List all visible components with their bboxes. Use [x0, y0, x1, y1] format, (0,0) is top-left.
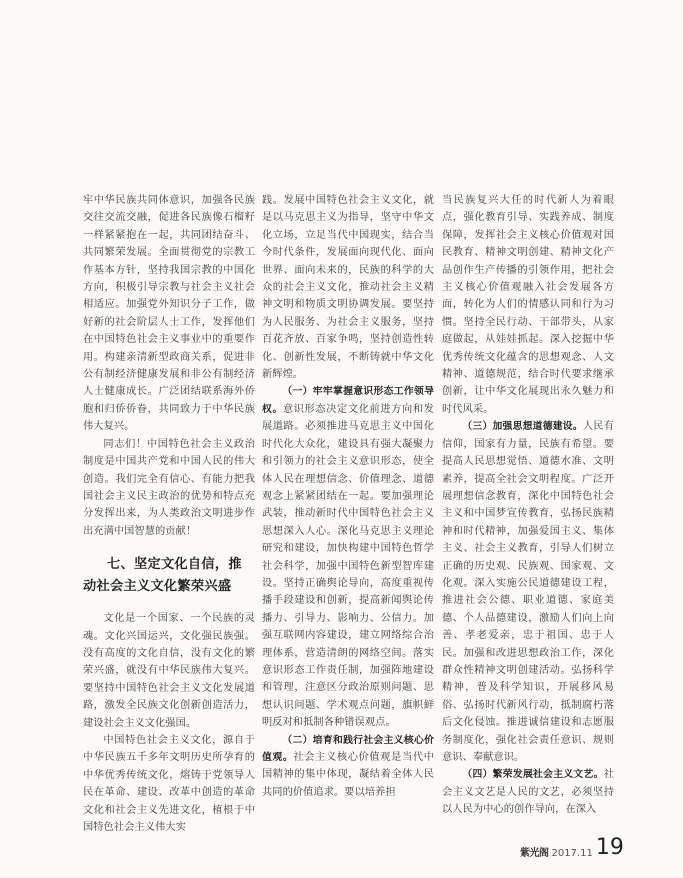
text-column-3	[442, 192, 614, 819]
subheading: （一）牢牢掌握意识形态工作领导权。	[262, 386, 434, 415]
paragraph-text: 意识形态决定文化前进方向和发展道路。必须推进马克思主义中国化时代化大众化，建设具有强大凝聚力和引领力的社会主义意识形态，使全体人民在理想信念、价值理念、道德观念上紧紧团结在一起。要加强理论武装，推动新时代中国特色社会主义思想深入人心。深化马克思主义理论研究和建设，加快构建中国特色哲学社会科学，加强中国特色新型智库建设。坚持正确舆论导向，高度重视传播手段建设和创新，提高新闻舆论传播力、引导力、影响力、公信力。加强互联网内容建设，建立网络综合治理体系，营造清朗的网络空间。落实意识形态工作责任制，加强阵地建设和管理，注意区分政治原则问题、思想认识问题、学术观点问题，旗帜鲜明反对和抵制各种错误观点。	[262, 403, 434, 729]
paragraph: 中国特色社会主义文化，源自于中华民族五千多年文明历史所孕育的中华优秀传统文化，熔铸于党领导人民在革命、建设、改革中创造的革命文化和社会主义先进文化，植根于中国特色社会主义伟大实	[83, 734, 255, 833]
text-column-2	[262, 192, 434, 801]
paragraph	[262, 383, 434, 731]
section-heading	[83, 554, 255, 598]
paragraph	[442, 418, 614, 766]
paragraph: 牢中华民族共同体意识，加强各民族交往交流交融，促进各民族像石榴籽一样紧紧抱在一起，共同团结奋斗、共同繁荣发展。全面贯彻党的宗教工作基本方针，坚持我国宗教的中国化方向，积极引导宗教与社会主义社会相适应。加强党外知识分子工作，做好新的社会阶层人士工作，发挥他们在中国特色社会主义事业中的重要作用。构建亲清新型政商关系，促进非公有制经济健康发展和非公有制经济人士健康成长。广泛团结联系海外侨胞和归侨侨眷，共同致力于中华民族伟大复兴。	[83, 195, 255, 433]
subheading: （二）培育和践行社会主义核心价值观。	[262, 734, 434, 763]
paragraph: 同志们！中国特色社会主义政治制度是中国共产党和中国人民的伟大创造。我们完全有信心、有能力把我国社会主义民主政治的优势和特点充分发挥出来，为人类政治文明进步作出充满中国智慧的贡献！	[83, 438, 255, 537]
paragraph	[442, 766, 614, 818]
issue-date: 2017.11	[551, 848, 593, 859]
section-heading-line-1: 七、坚定文化自信，推	[107, 557, 242, 573]
magazine-logo: 紫光阁	[520, 848, 549, 859]
section-heading-line-2: 动社会主义文化繁荣兴盛	[83, 579, 232, 595]
page-footer	[520, 829, 624, 859]
paragraph: 当民族复兴大任的时代新人为着眼点，强化教育引导、实践养成、制度保障，发挥社会主义核心价值观对国民教育、精神文明创建、精神文化产品创作生产传播的引领作用，把社会主义核心价值观融入社会发展各方面，转化为人们的情感认同和行为习惯。坚持全民行动、干部带头，从家庭做起，从娃娃抓起。深入挖掘中华优秀传统文化蕴含的思想观念、人文精神、道德规范，结合时代要求继承创新，让中华文化展现出永久魅力和时代风采。	[442, 195, 614, 415]
text-column-1	[83, 192, 255, 836]
subheading: （四）繁荣发展社会主义文艺。	[462, 769, 604, 781]
paragraph: 践。发展中国特色社会主义文化，就是以马克思主义为指导，坚守中华文化立场，立足当代中国现实，结合当今时代条件，发展面向现代化、面向世界、面向未来的，民族的科学的大众的社会主义文化，推动社会主义精神文明和物质文明协调发展。要坚持为人民服务、为社会主义服务，坚持百花齐放、百家争鸣，坚持创造性转化、创新性发展，不断铸就中华文化新辉煌。	[262, 195, 434, 381]
paragraph-text: 人民有信仰，国家有力量，民族有希望。要提高人民思想觉悟、道德水准、文明素养，提高全社会文明程度。广泛开展理想信念教育，深化中国特色社会主义和中国梦宣传教育，弘扬民族精神和时代精神，加强爱国主义、集体主义、社会主义教育，引导人们树立正确的历史观、民族观、国家观、文化观。深入实施公民道德建设工程，推进社会公德、职业道德、家庭美德、个人品德建设，激励人们向上向善、孝老爱亲，忠于祖国、忠于人民。加强和改进思想政治工作，深化群众性精神文明创建活动。弘扬科学精神，普及科学知识，开展移风易俗、弘扬时代新风行动，抵制腐朽落后文化侵蚀。推进诚信建设和志愿服务制度化，强化社会责任意识、规则意识、奉献意识。	[442, 421, 614, 763]
paragraph	[262, 732, 434, 802]
paragraph: 文化是一个国家、一个民族的灵魂。文化兴国运兴，文化强民族强。没有高度的文化自信，没有文化的繁荣兴盛，就没有中华民族伟大复兴。要坚持中国特色社会主义文化发展道路，激发全民族文化创新创造活力，建设社会主义文化强国。	[83, 613, 255, 729]
subheading: （三）加强思想道德建设。	[462, 421, 583, 433]
paragraph-text: 社会主义文艺是人民的文艺，必须坚持以人民为中心的创作导向，在深入	[442, 769, 614, 816]
page-number: 19	[595, 835, 624, 860]
paragraph-text: 社会主义核心价值观是当代中国精神的集中体现，凝结着全体人民共同的价值追求。要以培养担	[262, 752, 434, 798]
